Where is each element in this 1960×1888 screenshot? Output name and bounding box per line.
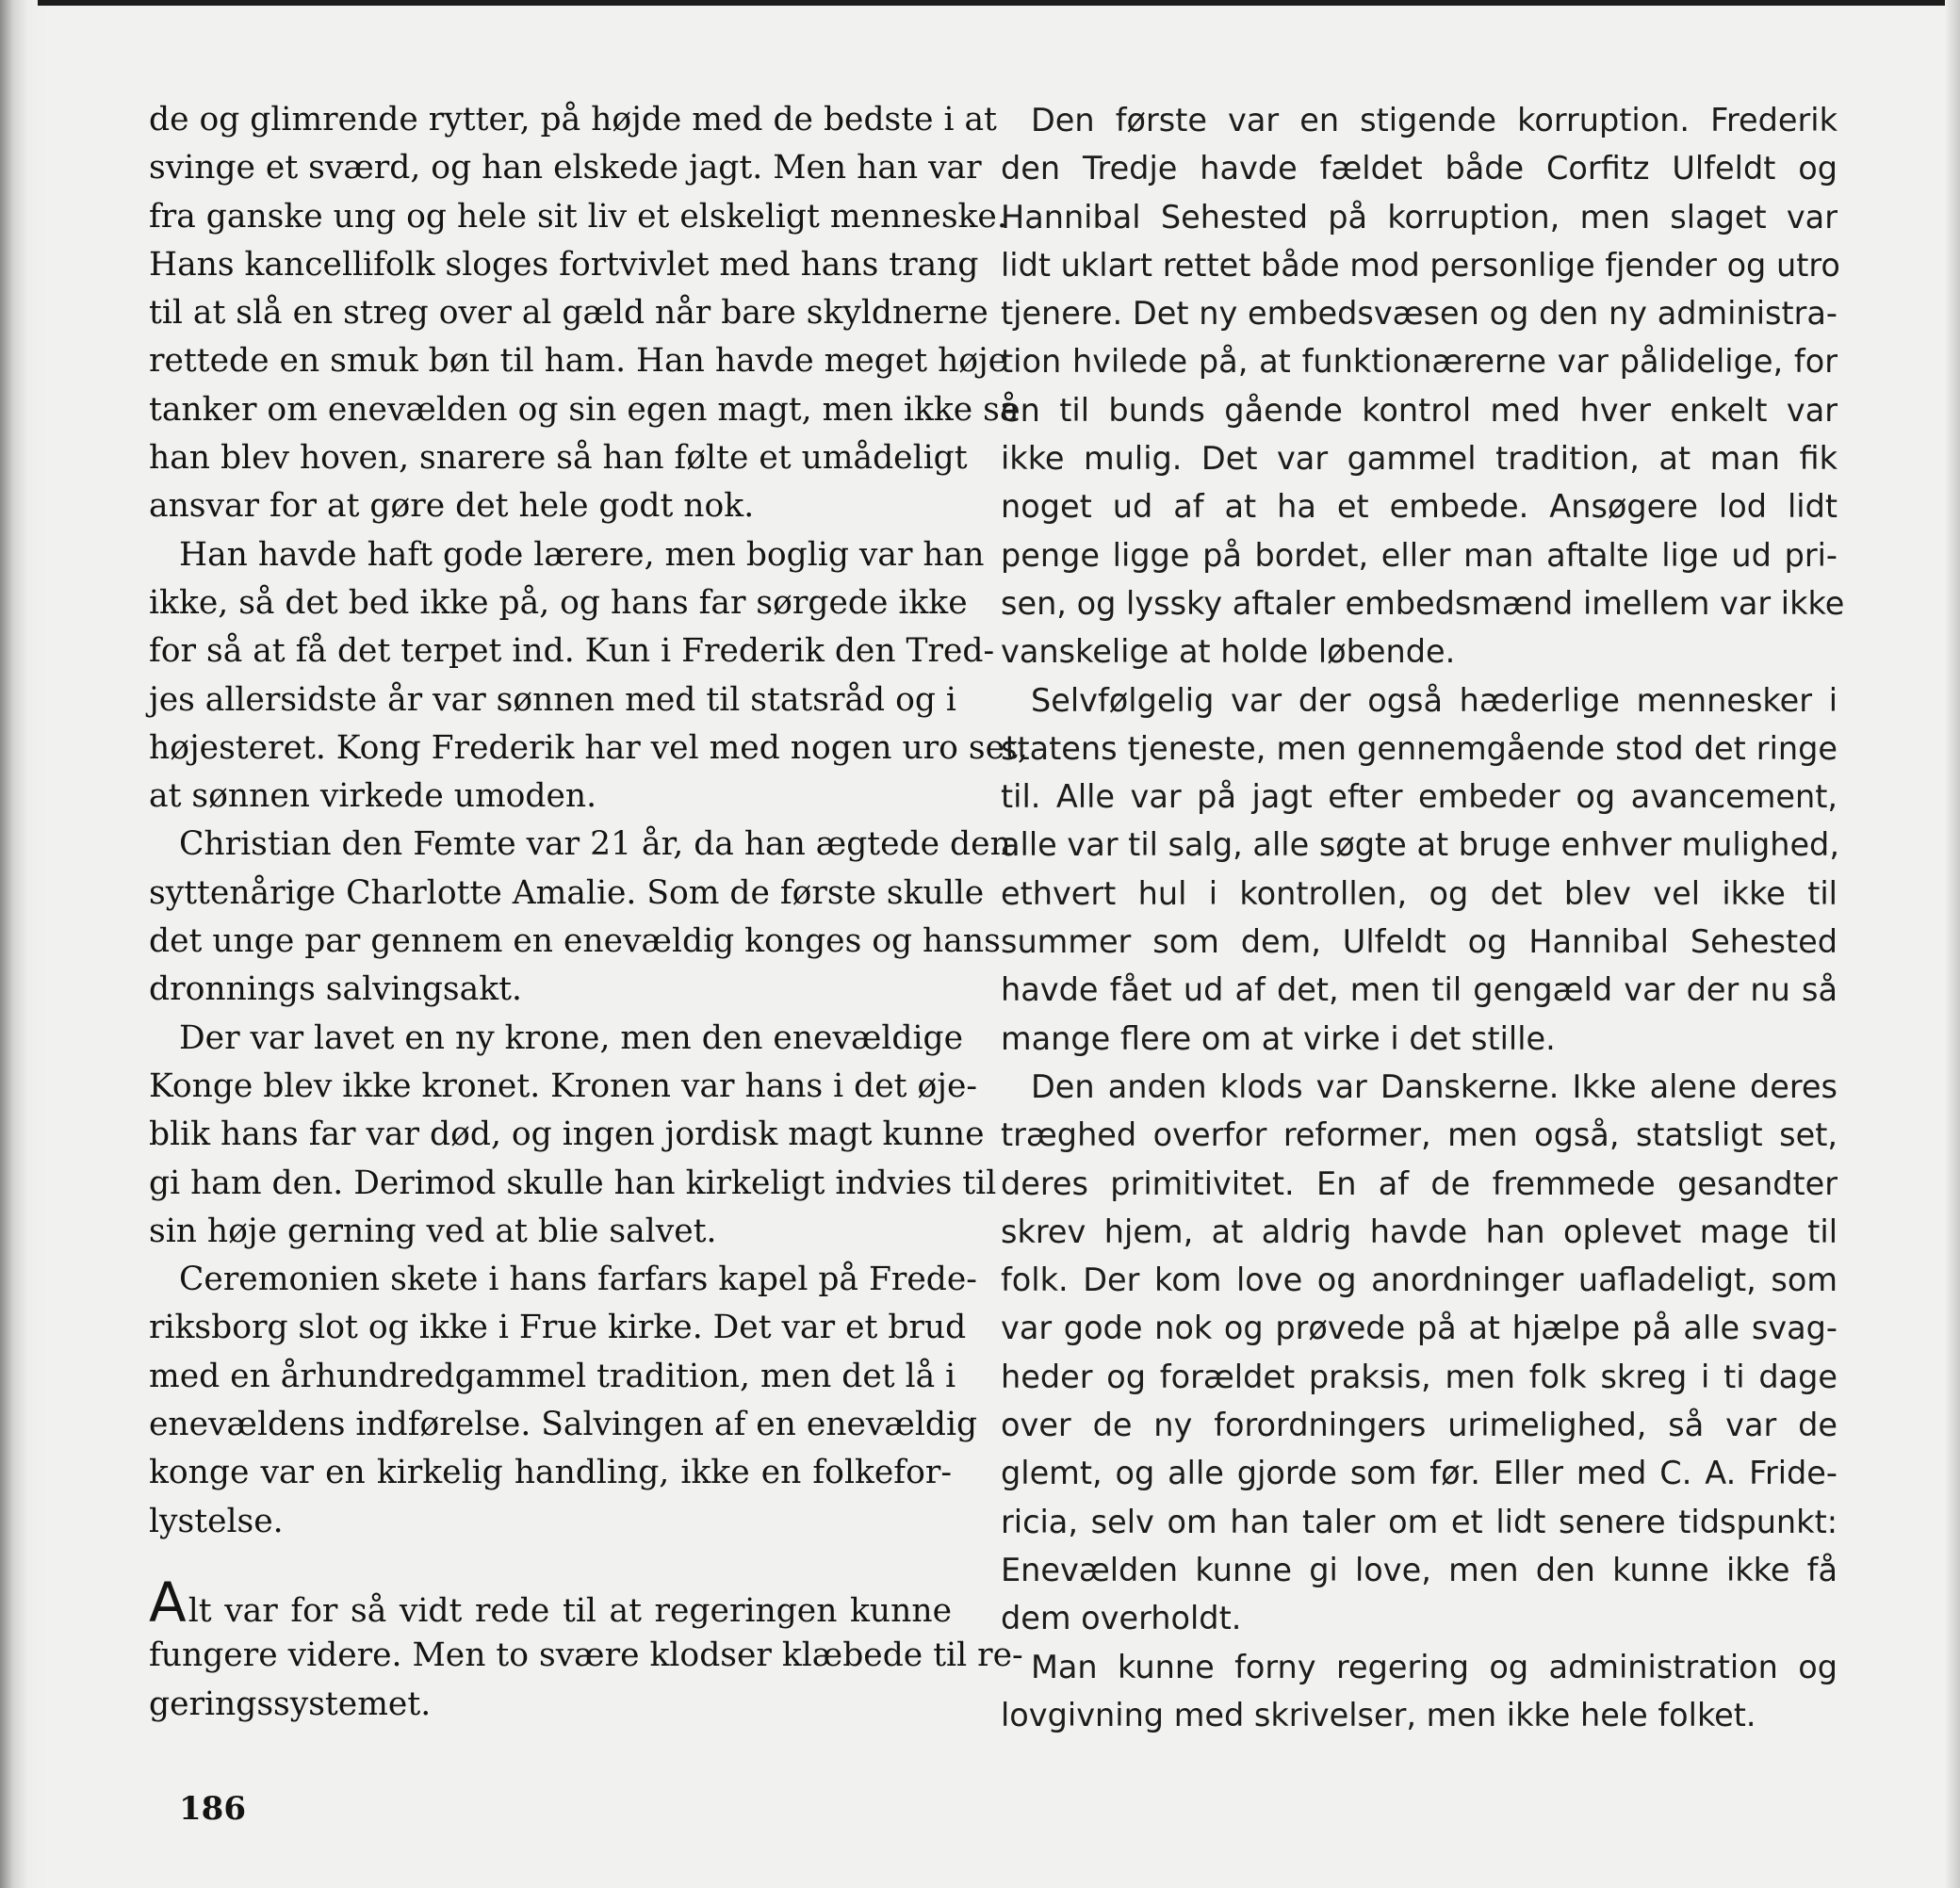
text-line: skrev hjem, at aldrig havde han oplevet mage til: [1001, 1213, 1838, 1250]
text-line: træghed overfor reformer, men også, statsligt set,: [1001, 1116, 1838, 1154]
paragraph: [149, 96, 1020, 531]
text-line: konge var en kirkelig handling, ikke en folkefor-: [149, 1454, 952, 1492]
text-line: ikke, så det bed ikke på, og hans far sørgede ikke: [149, 583, 968, 622]
text-line: over de ny forordningers urimelighed, så var de: [1001, 1407, 1838, 1444]
text-line: sen, og lyssky aftaler embedsmænd imellem var ikke: [1001, 584, 1845, 622]
text-line: rettede en smuk bøn til ham. Han havde meget høje: [149, 342, 1008, 381]
paragraph: [1001, 676, 1838, 1063]
left-text-column: [149, 96, 1028, 1729]
text-line: at sønnen virkede umoden.: [149, 777, 597, 816]
text-line: Den anden klods var Danskerne. Ikke alene deres: [1031, 1067, 1838, 1105]
text-line: en til bunds gående kontrol med hver enkelt var: [1001, 391, 1838, 429]
text-line: ansvar for at gøre det hele godt nok.: [149, 487, 755, 526]
page-number: 186: [179, 1790, 246, 1828]
text-line: penge ligge på bordet, eller man aftalte lige ud pri-: [1001, 536, 1838, 574]
text-line: havde fået ud af det, men til gengæld var der nu så: [1001, 971, 1838, 1009]
text-line: han blev hoven, snarere så han følte et umådeligt: [149, 439, 968, 478]
text-line: lidt uklart rettet både mod personlige fjender og utro: [1001, 246, 1840, 284]
text-line: riksborg slot og ikke i Frue kirke. Det var et brud: [149, 1309, 967, 1347]
text-line: deres primitivitet. En af de fremmede gesandter: [1001, 1164, 1838, 1202]
text-line: summer som dem, Ulfeldt og Hannibal Sehested: [1001, 923, 1838, 961]
text-line: enevældens indførelse. Salvingen af en enevældig: [149, 1406, 978, 1444]
text-line: vanskelige at holde løbende.: [1001, 633, 1456, 671]
text-line: Der var lavet en ny krone, men den enevældige: [179, 1018, 964, 1057]
text-line: fungere videre. Men to svære klodser klæbede til re-: [149, 1636, 1023, 1675]
section-paragraph: [149, 1570, 1023, 1729]
text-line: [149, 1570, 952, 1635]
drop-cap: A: [149, 1570, 187, 1635]
text-line: blik hans far var død, og ingen jordisk magt kunne: [149, 1115, 985, 1154]
text-line: tanker om enevælden og sin egen magt, men ikke så: [149, 390, 1020, 429]
text-line: syttenårige Charlotte Amalie. Som de første skulle: [149, 873, 985, 912]
right-text-column: [1001, 96, 1845, 1739]
text-line: for så at få det terpet ind. Kun i Frederik den Tred-: [149, 632, 995, 671]
text-line: jes allersidste år var sønnen med til statsråd og i: [149, 680, 956, 719]
text-line: Christian den Femte var 21 år, da han ægtede den: [179, 825, 1011, 864]
text-line: ricia, selv om han taler om et lidt senere tidspunkt:: [1001, 1503, 1838, 1540]
text-line: tjenere. Det ny embedsvæsen og den ny administra-: [1001, 295, 1838, 333]
text-line: Enevælden kunne gi love, men den kunne ikke få: [1001, 1551, 1838, 1588]
text-line: Hans kancellifolk sloges fortvivlet med hans trang: [149, 245, 979, 284]
text-line: alle var til salg, alle søgte at bruge enhver mulighed,: [1001, 826, 1839, 864]
text-line: lystelse.: [149, 1502, 284, 1540]
text-line: Den første var en stigende korruption. Frederik: [1031, 102, 1838, 138]
drop-cap-line-rest: lt var for så vidt rede til at regeringen kunne: [188, 1591, 952, 1630]
text-line: sin høje gerning ved at blie salvet.: [149, 1212, 717, 1250]
text-line: glemt, og alle gjorde som før. Eller med C. A. Fride-: [1001, 1455, 1838, 1492]
book-spine-shadow: [0, 0, 49, 1888]
text-line: de og glimrende rytter, på højde med de bedste i at: [149, 101, 997, 138]
text-line: med en århundredgammel tradition, men det lå i: [149, 1357, 956, 1395]
text-line: det unge par gennem en enevældig konges og hans: [149, 922, 1001, 961]
text-line: ethvert hul i kontrollen, og det blev vel ikke til: [1001, 874, 1838, 912]
text-line: folk. Der kom love og anordninger uafladeligt, som: [1001, 1261, 1838, 1299]
paragraph: [149, 1015, 997, 1256]
paragraph: [149, 821, 1011, 1014]
paragraph: [149, 531, 1028, 822]
text-line: til. Alle var på jagt efter embeder og avancement,: [1001, 778, 1838, 816]
text-line: lovgivning med skrivelser, men ikke hele folket.: [1001, 1696, 1756, 1733]
text-line: dem overholdt.: [1001, 1600, 1242, 1637]
text-line: Man kunne forny regering og administration og: [1031, 1648, 1838, 1685]
top-edge-rule: [38, 0, 1960, 6]
paragraph: [1001, 1643, 1838, 1740]
text-line: var gode nok og prøvede på at hjælpe på alle svag-: [1001, 1310, 1838, 1347]
text-line: Hannibal Sehested på korruption, men slaget var: [1001, 198, 1838, 236]
text-line: svinge et sværd, og han elskede jagt. Men han var: [149, 149, 982, 187]
paragraph: [1001, 1063, 1838, 1643]
text-line: tion hvilede på, at funktionærerne var pålidelige, for: [1001, 343, 1838, 381]
paragraph: [149, 1256, 978, 1546]
text-line: fra ganske ung og hele sit liv et elskeligt menneske.: [149, 197, 1007, 236]
text-line: den Tredje havde fældet både Corfitz Ulfeldt og: [1001, 150, 1838, 187]
text-line: statens tjeneste, men gennemgående stod det ringe: [1001, 729, 1838, 767]
text-line: heder og forældet praksis, men folk skreg i ti dage: [1001, 1358, 1838, 1395]
text-line: mange flere om at virke i det stille.: [1001, 1019, 1556, 1057]
text-line: geringssystemet.: [149, 1685, 432, 1723]
text-line: noget ud af at ha et embede. Ansøgere lod lidt: [1001, 488, 1838, 526]
text-line: Han havde haft gode lærere, men boglig var han: [179, 535, 985, 574]
paragraph: [1001, 96, 1845, 676]
text-line: ikke mulig. Det var gammel tradition, at man fik: [1001, 440, 1838, 478]
text-line: Selvfølgelig var der også hæderlige mennesker i: [1031, 681, 1838, 719]
text-line: til at slå en streg over al gæld når bare skyldnerne: [149, 294, 988, 333]
section-break: [149, 1546, 952, 1584]
text-line: Ceremonien skete i hans farfars kapel på Frede-: [179, 1261, 977, 1299]
text-line: Konge blev ikke kronet. Kronen var hans i det øje-: [149, 1066, 978, 1105]
text-line: gi ham den. Derimod skulle han kirkeligt indvies til: [149, 1164, 997, 1202]
text-line: dronnings salvingsakt.: [149, 970, 522, 1009]
text-line: højesteret. Kong Frederik har vel med nogen uro set,: [149, 728, 1028, 767]
page-edge-shadow: [1945, 0, 1960, 1888]
